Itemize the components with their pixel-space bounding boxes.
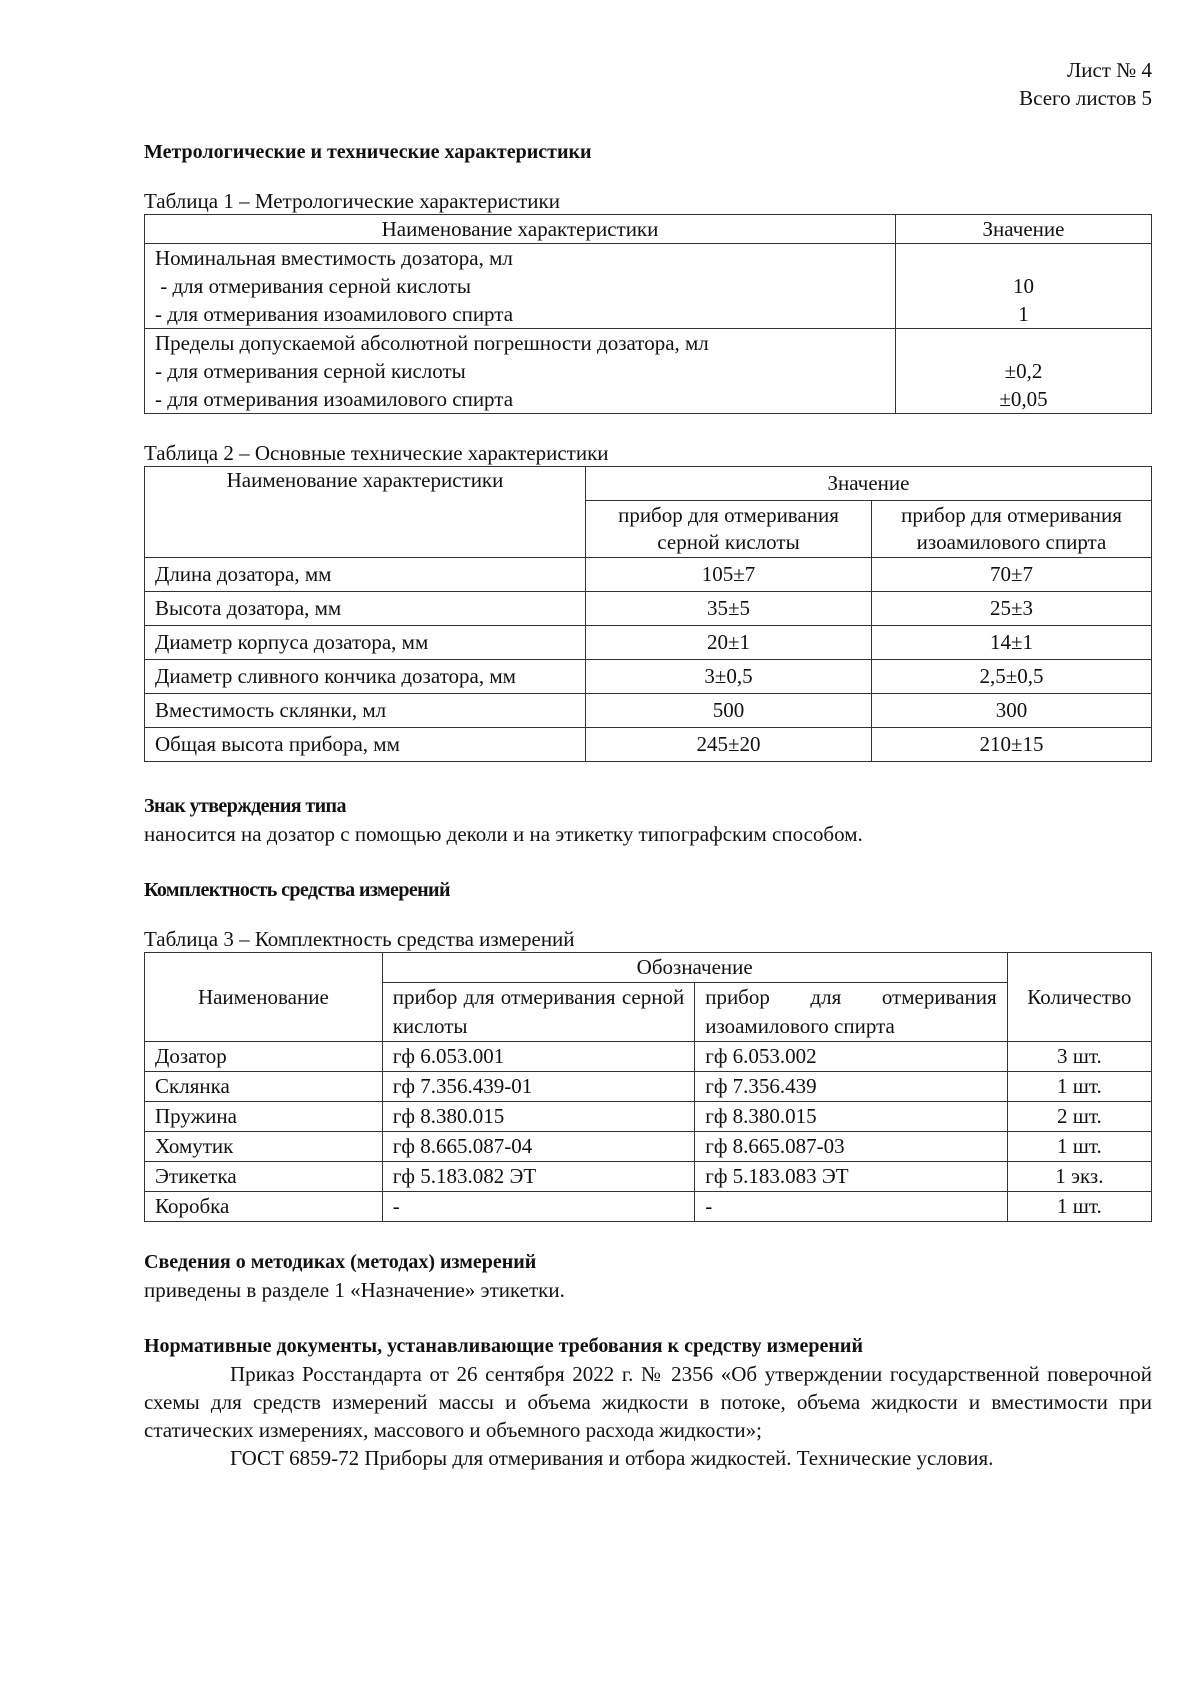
table2-caption: Таблица 2 – Основные технические характеристики — [144, 441, 609, 465]
table-technical — [144, 466, 1152, 762]
header-cell: Значение — [896, 215, 1152, 244]
table-row — [145, 1132, 1152, 1162]
subheader-cell — [695, 983, 1007, 1042]
cell-quantity: 1 шт. — [1007, 1072, 1151, 1102]
value: 1 — [1018, 302, 1029, 326]
line: - для отмеривания изоамилового спирта — [155, 302, 514, 326]
table-row — [145, 660, 1152, 694]
header-cell: Обозначение — [382, 953, 1007, 983]
page-header — [144, 56, 1152, 112]
sheet-total: Всего листов 5 — [1019, 86, 1152, 110]
table-metrological — [144, 214, 1152, 414]
cell-value: 35±5 — [586, 592, 872, 626]
cell-value — [896, 244, 1152, 329]
cell-value: 20±1 — [586, 626, 872, 660]
methods-text: приведены в разделе 1 «Назначение» этикетки. — [144, 1278, 565, 1302]
cell-designation-alcohol: гф 8.665.087-03 — [695, 1132, 1007, 1162]
cell-value: 210±15 — [872, 728, 1152, 762]
table-header-row — [145, 953, 1152, 983]
cell-designation-acid: - — [382, 1192, 694, 1222]
table-row — [145, 329, 1152, 414]
line: Пределы допускаемой абсолютной погрешности дозатора, мл — [155, 331, 709, 355]
cell-name: Пружина — [145, 1102, 383, 1132]
cell-designation-alcohol: гф 5.183.083 ЭТ — [695, 1162, 1007, 1192]
cell-name: Склянка — [145, 1072, 383, 1102]
cell-value: 300 — [872, 694, 1152, 728]
cell-value: 25±3 — [872, 592, 1152, 626]
header-cell: Наименование характеристики — [145, 467, 586, 558]
line: - для отмеривания серной кислоты — [155, 274, 472, 298]
document-page — [144, 56, 1152, 1472]
cell-value: 14±1 — [872, 626, 1152, 660]
cell-designation-acid: гф 7.356.439-01 — [382, 1072, 694, 1102]
table-row — [145, 592, 1152, 626]
cell-value: 105±7 — [586, 558, 872, 592]
subheader-text: прибор для отмеривания изоамилового спирта — [705, 985, 997, 1038]
cell-designation-acid: гф 8.380.015 — [382, 1102, 694, 1132]
table-row — [145, 626, 1152, 660]
value: ±0,05 — [999, 387, 1048, 411]
table-row — [145, 1102, 1152, 1132]
cell-name: Хомутик — [145, 1132, 383, 1162]
line: - для отмеривания изоамилового спирта — [155, 387, 514, 411]
table3-caption: Таблица 3 – Комплектность средства измерений — [144, 927, 575, 951]
cell-quantity: 2 шт. — [1007, 1102, 1151, 1132]
cell-name: Вместимость склянки, мл — [145, 694, 586, 728]
cell-name: Диаметр корпуса дозатора, мм — [145, 626, 586, 660]
table-row — [145, 1162, 1152, 1192]
cell-value: 3±0,5 — [586, 660, 872, 694]
table-header-row — [145, 467, 1152, 501]
sheet-number: Лист № 4 — [1066, 58, 1152, 82]
cell-designation-acid: гф 5.183.082 ЭТ — [382, 1162, 694, 1192]
cell-quantity: 1 экз. — [1007, 1162, 1151, 1192]
cell-designation-acid: гф 8.665.087-04 — [382, 1132, 694, 1162]
table1-caption: Таблица 1 – Метрологические характеристики — [144, 189, 560, 213]
table-row — [145, 1192, 1152, 1222]
subheader-cell: прибор для отмеривания изоамилового спирта — [872, 501, 1152, 558]
subheader-cell — [382, 983, 694, 1042]
cell-value: 70±7 — [872, 558, 1152, 592]
cell-name: Диаметр сливного кончика дозатора, мм — [145, 660, 586, 694]
normative-paragraph: Приказ Росстандарта от 26 сентября 2022 г. № 2356 «Об утверждении государственной поверочной схемы для средств измерений массы и объема жидкости в потоке, объема жидкости и вместимости при статических измерениях, массового и объемного расхода жидкости»; — [144, 1362, 1152, 1442]
header-cell: Количество — [1007, 953, 1151, 1042]
cell-designation-alcohol: гф 7.356.439 — [695, 1072, 1007, 1102]
approval-text: наносится на дозатор с помощью деколи и на этикетку типографским способом. — [144, 822, 863, 846]
section-title-characteristics: Метрологические и технические характеристики — [144, 141, 592, 163]
cell-name — [145, 244, 896, 329]
section-title-completeness: Комплектность средства измерений — [144, 879, 450, 901]
header-cell: Наименование — [145, 953, 383, 1042]
value: ±0,2 — [1004, 359, 1043, 383]
value: 10 — [1013, 274, 1034, 298]
cell-name — [145, 329, 896, 414]
table-row — [145, 1042, 1152, 1072]
cell-name: Высота дозатора, мм — [145, 592, 586, 626]
cell-name: Длина дозатора, мм — [145, 558, 586, 592]
header-cell: Значение — [586, 467, 1152, 501]
cell-designation-alcohol: гф 8.380.015 — [695, 1102, 1007, 1132]
table-completeness — [144, 952, 1152, 1222]
cell-designation-acid: гф 6.053.001 — [382, 1042, 694, 1072]
cell-value: 2,5±0,5 — [872, 660, 1152, 694]
cell-value: 500 — [586, 694, 872, 728]
cell-quantity: 3 шт. — [1007, 1042, 1151, 1072]
table-row — [145, 728, 1152, 762]
section-title-approval: Знак утверждения типа — [144, 795, 346, 817]
table-header-row — [145, 215, 1152, 244]
table-row — [145, 694, 1152, 728]
cell-designation-alcohol: - — [695, 1192, 1007, 1222]
cell-name: Дозатор — [145, 1042, 383, 1072]
table-row — [145, 244, 1152, 329]
normative-paragraph: ГОСТ 6859-72 Приборы для отмеривания и отбора жидкостей. Технические условия. — [230, 1446, 994, 1470]
table-row — [145, 558, 1152, 592]
cell-name: Коробка — [145, 1192, 383, 1222]
cell-value: 245±20 — [586, 728, 872, 762]
header-cell: Наименование характеристики — [145, 215, 896, 244]
cell-quantity: 1 шт. — [1007, 1192, 1151, 1222]
table-row — [145, 1072, 1152, 1102]
line: Номинальная вместимость дозатора, мл — [155, 246, 513, 270]
cell-designation-alcohol: гф 6.053.002 — [695, 1042, 1007, 1072]
subheader-text: прибор для отмеривания серной кислоты — [392, 985, 685, 1038]
cell-name: Этикетка — [145, 1162, 383, 1192]
cell-name: Общая высота прибора, мм — [145, 728, 586, 762]
line: - для отмеривания серной кислоты — [155, 359, 466, 383]
section-title-normative: Нормативные документы, устанавливающие требования к средству измерений — [144, 1335, 863, 1357]
cell-value — [896, 329, 1152, 414]
subheader-cell: прибор для отмеривания серной кислоты — [586, 501, 872, 558]
cell-quantity: 1 шт. — [1007, 1132, 1151, 1162]
section-title-methods: Сведения о методиках (методах) измерений — [144, 1251, 537, 1273]
